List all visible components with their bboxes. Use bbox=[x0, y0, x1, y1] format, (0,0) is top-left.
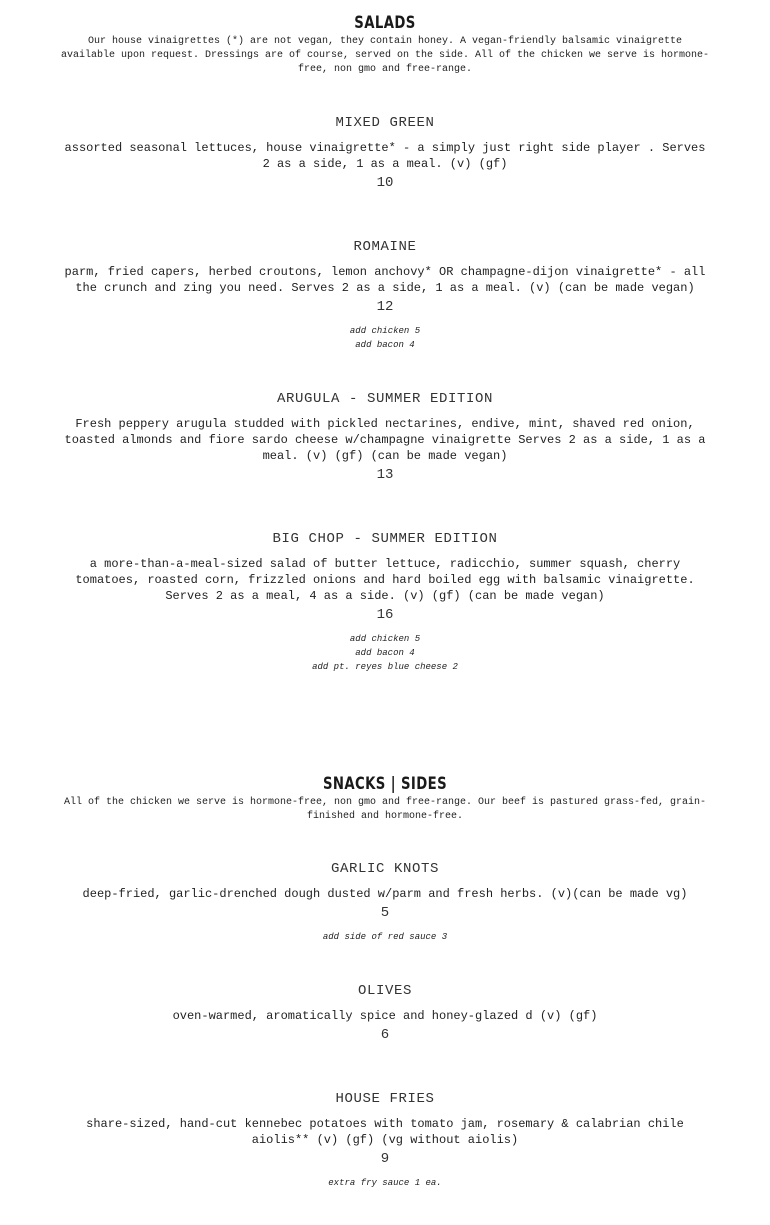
item-price: 16 bbox=[376, 607, 394, 623]
menu-item bbox=[60, 530, 710, 674]
item-price: 5 bbox=[380, 905, 390, 921]
item-description: oven-warmed, aromatically spice and honey-glazed d (v) (gf) bbox=[172, 1009, 598, 1023]
menu-item bbox=[60, 114, 710, 192]
item-name: ARUGULA - SUMMER EDITION bbox=[276, 391, 494, 407]
addon-list bbox=[60, 1176, 710, 1190]
addon-option: add chicken 5 bbox=[349, 634, 421, 644]
salads-section-header bbox=[60, 13, 710, 77]
section-title: SNACKS | SIDES bbox=[322, 774, 448, 794]
item-price: 9 bbox=[380, 1151, 390, 1167]
item-description: a more-than-a-meal-sized salad of butter lettuce, radicchio, summer squash, cherry tomatoes, roasted corn, frizzled onions and hard boiled egg with balsamic vinaigrette. Serves 2 as a meal, 4 as a side. (v) (gf) (can be made vegan) bbox=[75, 557, 695, 603]
item-name: ROMAINE bbox=[353, 239, 417, 255]
menu-item bbox=[60, 860, 710, 944]
item-name: MIXED GREEN bbox=[335, 115, 435, 131]
addon-list bbox=[60, 324, 710, 352]
item-name: BIG CHOP - SUMMER EDITION bbox=[272, 531, 498, 547]
addon-list bbox=[60, 632, 710, 674]
section-note: Our house vinaigrettes (*) are not vegan, they contain honey. A vegan-friendly balsamic vinaigrette available upon request. Dressings are of course, served on the side. All of the chicken we serve is hormone-free, non gmo and free-range. bbox=[60, 36, 710, 75]
item-description: share-sized, hand-cut kennebec potatoes with tomato jam, rosemary & calabrian chile aiolis** (v) (gf) (vg without aiolis) bbox=[86, 1117, 684, 1147]
addon-option: add pt. reyes blue cheese 2 bbox=[312, 662, 458, 672]
addon-option: add bacon 4 bbox=[355, 648, 415, 658]
item-description: parm, fried capers, herbed croutons, lemon anchovy* OR champagne-dijon vinaigrette* - all the crunch and zing you need. Serves 2 as a side, 1 as a meal. (v) (can be made vegan) bbox=[64, 265, 706, 295]
item-description: deep-fried, garlic-drenched dough dusted w/parm and fresh herbs. (v)(can be made vg) bbox=[82, 887, 688, 901]
item-description: Fresh peppery arugula studded with pickled nectarines, endive, mint, shaved red onion, toasted almonds and fiore sardo cheese w/champagne vinaigrette Serves 2 as a side, 1 as a meal. (v) (gf) (can be made vegan) bbox=[64, 417, 706, 463]
item-price: 12 bbox=[376, 299, 394, 315]
menu-item bbox=[60, 982, 710, 1044]
menu-item bbox=[60, 1090, 710, 1190]
item-description: assorted seasonal lettuces, house vinaigrette* - a simply just right side player . Serves 2 as a side, 1 as a meal. (v) (gf) bbox=[64, 141, 706, 171]
section-note: All of the chicken we serve is hormone-free, non gmo and free-range. Our beef is pastured grass-fed, grain-finished and hormone-free. bbox=[63, 797, 707, 822]
snacks-section-header bbox=[60, 774, 710, 824]
item-name: OLIVES bbox=[357, 983, 412, 999]
item-price: 10 bbox=[376, 175, 394, 191]
addon-option: add chicken 5 bbox=[349, 326, 421, 336]
section-title: SALADS bbox=[354, 13, 416, 33]
item-price: 13 bbox=[376, 467, 394, 483]
item-price: 6 bbox=[380, 1027, 390, 1043]
menu-item bbox=[60, 238, 710, 352]
item-name: GARLIC KNOTS bbox=[330, 861, 440, 877]
menu-item bbox=[60, 390, 710, 484]
addon-option: add bacon 4 bbox=[355, 340, 415, 350]
addon-option: add side of red sauce 3 bbox=[322, 932, 448, 942]
addon-option: extra fry sauce 1 ea. bbox=[328, 1178, 442, 1188]
addon-list bbox=[60, 930, 710, 944]
item-name: HOUSE FRIES bbox=[335, 1091, 435, 1107]
